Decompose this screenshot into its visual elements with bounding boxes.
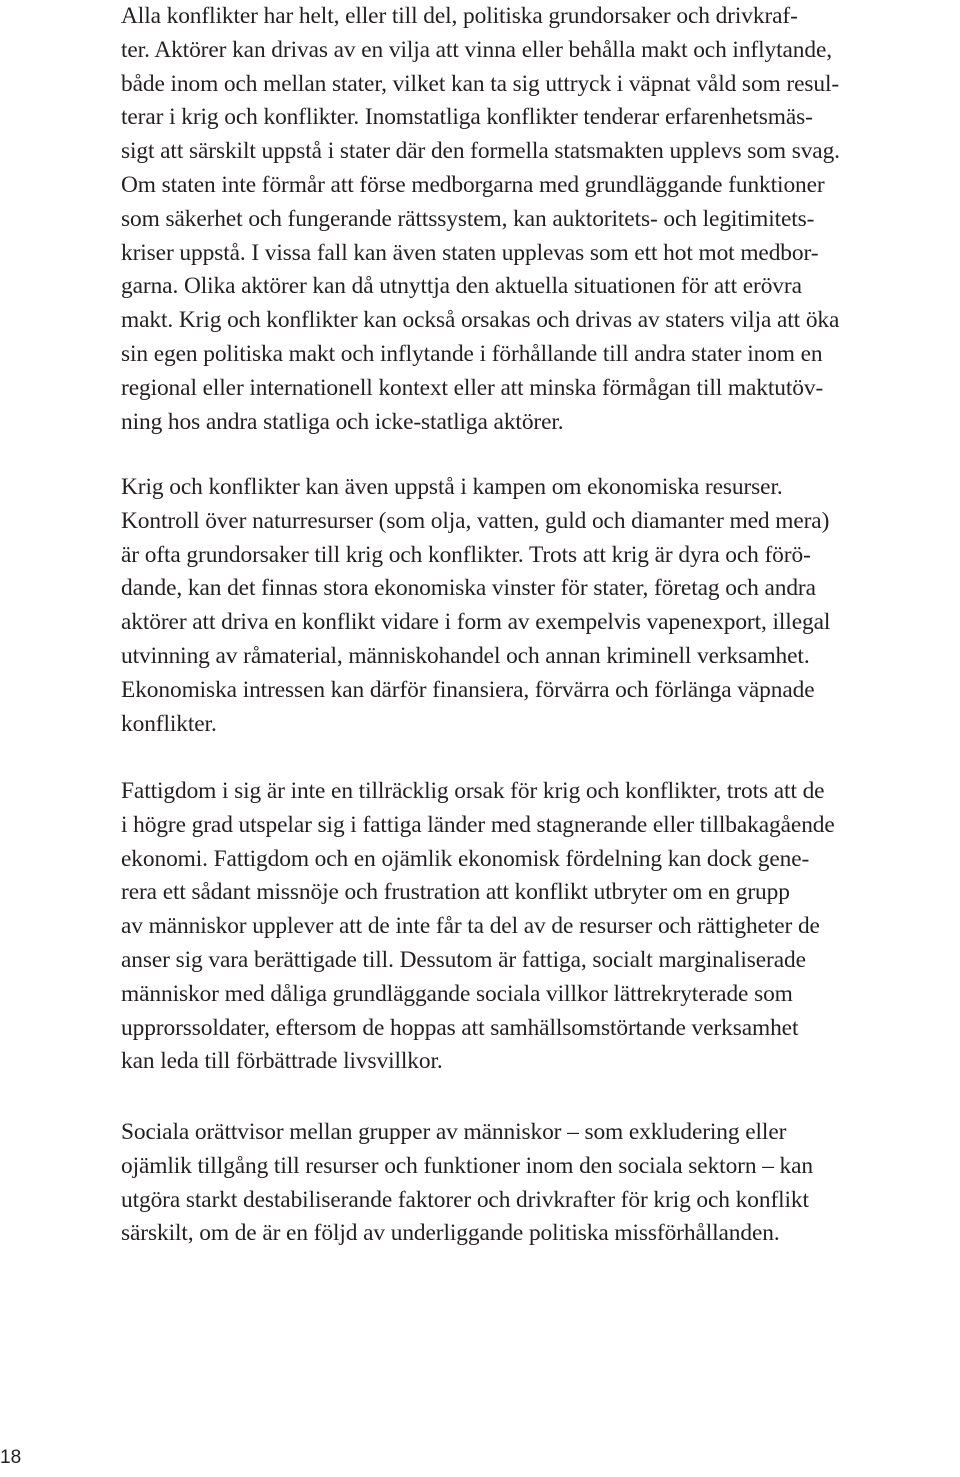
text-line: utvinning av råmaterial, människohandel och annan kriminell verksamhet. [121,642,810,669]
text-line: regional eller internationell kontext eller att minska förmågan till maktutöv- [121,374,824,401]
text-line: garna. Olika aktörer kan då utnyttja den aktuella situationen för att erövra [121,273,802,300]
text-line: rera ett sådant missnöje och frustration att konflikt utbryter om en grupp [121,879,790,906]
paragraph-4 [121,1116,813,1251]
text-line: kriser uppstå. I vissa fall kan även staten upplevas som ett hot mot medbor- [121,239,819,266]
text-line: ning hos andra statliga och icke-statliga aktörer. [121,408,564,435]
text-line: Sociala orättvisor mellan grupper av människor – som exkludering eller [121,1119,787,1145]
text-line: Krig och konflikter kan även uppstå i kampen om ekonomiska resurser. [121,474,783,500]
text-line: Kontroll över naturresurser (som olja, vatten, guld och diamanter med mera) [121,507,830,534]
text-line: upprorssoldater, eftersom de hoppas att samhällsomstörtande verksamhet [121,1014,799,1041]
text-line: som säkerhet och fungerande rättssystem, kan auktoritets- och legitimitets- [121,205,815,232]
text-line: dande, kan det finnas stora ekonomiska vinster för stater, företag och andra [121,575,816,602]
text-line: både inom och mellan stater, vilket kan ta sig uttryck i väpnat våld som resul- [121,70,840,97]
text-line: kan leda till förbättrade livsvillkor. [121,1048,443,1075]
text-line: ekonomi. Fattigdom och en ojämlik ekonomisk fördelning kan dock gene- [121,845,810,872]
text-line: ojämlik tillgång till resurser och funktioner inom den sociala sektorn – kan [121,1152,814,1179]
text-line: sigt att särskilt uppstå i stater där den formella statsmakten upplevs som svag. [121,138,840,165]
text-line: särskilt, om de är en följd av underliggande politiska missförhållanden. [121,1220,780,1247]
page-number: 18 [0,1447,22,1468]
text-line: anser sig vara berättigade till. Dessutom är fattiga, socialt marginaliserade [121,946,806,973]
text-line: konflikter. [121,710,217,737]
text-line: Om staten inte förmår att förse medborgarna med grundläggande funktioner [121,171,825,198]
text-line: sin egen politiska makt och inflytande i förhållande till andra stater inom en [121,340,823,367]
paragraph-2 [121,471,830,741]
text-line: är ofta grundorsaker till krig och konflikter. Trots att krig är dyra och förö- [121,541,811,568]
text-line: Fattigdom i sig är inte en tillräcklig orsak för krig och konflikter, trots att de [121,778,825,804]
paragraph-3 [121,775,835,1079]
text-line: människor med dåliga grundläggande sociala villkor lättrekryterade som [121,980,793,1007]
text-line: Alla konflikter har helt, eller till del, politiska grundorsaker och drivkraf- [121,3,798,29]
text-line: ter. Aktörer kan drivas av en vilja att vinna eller behålla makt och inflytande, [121,36,833,63]
paragraph-1 [121,0,840,439]
text-line: Ekonomiska intressen kan därför finansiera, förvärra och förlänga väpnade [121,676,815,703]
text-line: utgöra starkt destabiliserande faktorer och drivkrafter för krig och konflikt [121,1186,809,1213]
text-line: i högre grad utspelar sig i fattiga länder med stagnerande eller tillbakagående [121,811,835,838]
text-line: makt. Krig och konflikter kan också orsakas och drivas av staters vilja att öka [121,307,840,334]
text-line: av människor upplever att de inte får ta del av de resurser och rättigheter de [121,913,820,940]
text-line: terar i krig och konflikter. Inomstatliga konflikter tenderar erfarenhetsmäs- [121,104,813,131]
text-line: aktörer att driva en konflikt vidare i form av exempelvis vapenexport, illegal [121,609,831,636]
